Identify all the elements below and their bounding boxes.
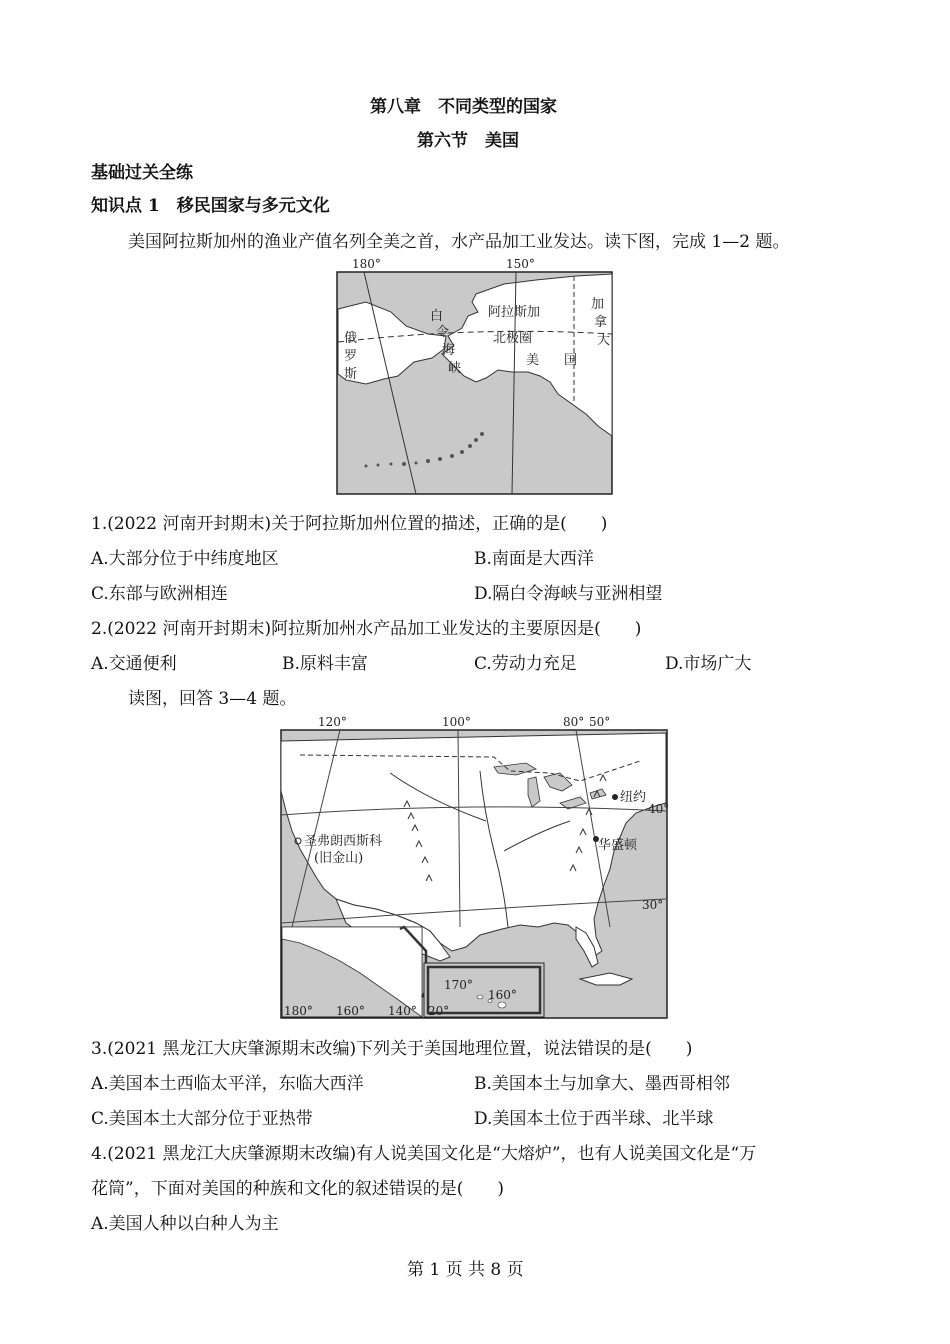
label-usa-1: 美 xyxy=(526,353,540,368)
q3-option-c[interactable]: C.美国本土大部分位于亚热带 xyxy=(91,1109,313,1129)
inset-label-170: 170° xyxy=(444,978,473,992)
label-alaska: 阿拉斯加 xyxy=(488,305,541,320)
label-canada-3: 大 xyxy=(597,333,611,348)
inset-label-160a: 160° xyxy=(336,1004,365,1018)
lon-label-150: 150° xyxy=(506,257,535,271)
label-russia-1: 俄 xyxy=(344,331,358,346)
q1-option-d[interactable]: D.隔白令海峡与亚洲相望 xyxy=(474,584,663,604)
inset-label-20: 20° xyxy=(428,1004,450,1018)
label-bering-4: 峡 xyxy=(448,361,462,376)
lon-label-100: 100° xyxy=(442,715,471,729)
q2-stem: 2.(2022 河南开封期末)阿拉斯加州水产品加工业发达的主要原因是( ) xyxy=(91,619,642,639)
q1-option-c[interactable]: C.东部与欧洲相连 xyxy=(91,584,228,604)
lat-label-30: 30° xyxy=(642,898,664,912)
knowledge-point-heading: 知识点 1 移民国家与多元文化 xyxy=(91,196,330,216)
lon-label-50: 50° xyxy=(589,715,611,729)
label-usa-2: 国 xyxy=(564,353,578,368)
q4-option-a[interactable]: A.美国人种以白种人为主 xyxy=(91,1214,279,1234)
intro-text-1: 美国阿拉斯加州的渔业产值名列全美之首，水产品加工业发达。读下图，完成 1—2 题。 xyxy=(128,232,790,252)
q2-option-b[interactable]: B.原料丰富 xyxy=(282,654,368,674)
q1-option-b[interactable]: B.南面是大西洋 xyxy=(474,549,594,569)
section-title: 第六节 美国 xyxy=(417,131,519,151)
q2-option-d[interactable]: D.市场广大 xyxy=(665,654,752,674)
lon-label-80: 80° xyxy=(563,715,585,729)
inset-label-140: 140° xyxy=(388,1004,417,1018)
chapter-title: 第八章 不同类型的国家 xyxy=(370,97,557,117)
q3-option-d[interactable]: D.美国本土位于西半球、北半球 xyxy=(474,1109,714,1129)
inset-label-160b: 160° xyxy=(488,988,517,1002)
ny-city-marker xyxy=(612,794,618,800)
label-canada-2: 拿 xyxy=(594,315,608,330)
label-russia-2: 罗 xyxy=(344,349,358,364)
lon-label-120: 120° xyxy=(318,715,347,729)
label-sf-alt: (旧金山) xyxy=(314,851,364,866)
label-bering-1: 白 xyxy=(430,309,444,324)
q2-option-c[interactable]: C.劳动力充足 xyxy=(474,654,577,674)
intro-text-2: 读图，回答 3—4 题。 xyxy=(128,689,297,709)
q4-stem-line1: 4.(2021 黑龙江大庆肇源期末改编)有人说美国文化是“大熔炉”，也有人说美国文化是“万 xyxy=(91,1144,757,1164)
practice-heading: 基础过关全练 xyxy=(91,163,193,183)
lon-label-180: 180° xyxy=(352,257,381,271)
label-sf: 圣弗朗西斯科 xyxy=(304,834,383,849)
q3-option-a[interactable]: A.美国本土西临太平洋，东临大西洋 xyxy=(91,1074,364,1094)
usa-map xyxy=(280,711,670,1021)
label-arctic-circle: 北极圈 xyxy=(493,331,533,346)
label-dc: 华盛顿 xyxy=(598,838,638,853)
label-canada-1: 加 xyxy=(591,297,605,312)
label-bering-3: 海 xyxy=(442,343,456,358)
q1-option-a[interactable]: A.大部分位于中纬度地区 xyxy=(91,549,279,569)
q3-option-b[interactable]: B.美国本土与加拿大、墨西哥相邻 xyxy=(474,1074,730,1094)
label-bering-2: 令 xyxy=(436,325,450,340)
q3-stem: 3.(2021 黑龙江大庆肇源期末改编)下列关于美国地理位置，说法错误的是( ) xyxy=(91,1039,693,1059)
label-ny: 纽约 xyxy=(620,790,647,805)
alaska-map xyxy=(336,254,616,496)
inset-label-180: 180° xyxy=(284,1004,313,1018)
q1-stem: 1.(2022 河南开封期末)关于阿拉斯加州位置的描述，正确的是( ) xyxy=(91,514,608,534)
q4-stem-line2: 花筒”，下面对美国的种族和文化的叙述错误的是( ) xyxy=(91,1179,504,1199)
label-russia-3: 斯 xyxy=(344,367,358,382)
q2-option-a[interactable]: A.交通便利 xyxy=(91,654,177,674)
lat-label-40: 40° xyxy=(648,802,670,816)
page-footer: 第 1 页 共 8 页 xyxy=(407,1260,524,1280)
